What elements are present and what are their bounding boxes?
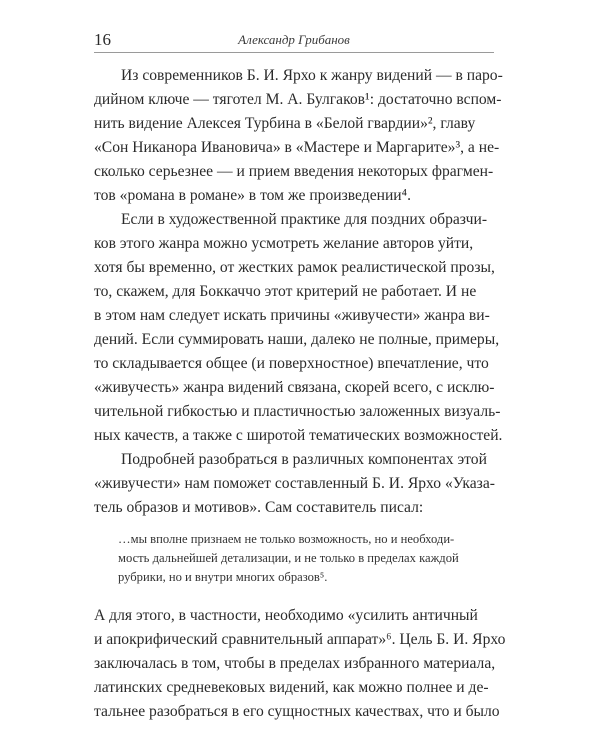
- text-line: Если в художественной практике для поздних образчи-: [121, 211, 488, 228]
- text-line: нить видение Алексея Турбина в «Белой гвардии»², главу: [94, 115, 476, 132]
- text-line: Из современников Б. И. Ярхо к жанру видений — в паро-: [121, 67, 503, 84]
- running-head: Александр Грибанов: [238, 32, 350, 47]
- text-line: тов «романа в романе» в том же произведении⁴.: [94, 187, 411, 204]
- page-header: [94, 30, 494, 53]
- text-line: то, скажем, для Боккаччо этот критерий не работает. И не: [94, 283, 477, 300]
- text-line: ков этого жанра можно усмотреть желание авторов уйти,: [94, 235, 474, 252]
- text-line: в этом нам следует искать причины «живучести» жанра ви-: [94, 307, 490, 324]
- text-line: хотя бы временно, от жестких рамок реалистической прозы,: [94, 259, 495, 276]
- text-line: заключалась в том, чтобы в пределах избранного материала,: [94, 655, 496, 672]
- text-line: и апокрифический сравнительный аппарат»⁶. Цель Б. И. Ярхо: [94, 631, 506, 648]
- text-line: дений. Если суммировать наши, далеко не полные, примеры,: [94, 331, 500, 348]
- text-line: тель образов и мотивов». Сам составитель писал:: [94, 499, 424, 516]
- quote-line: …мы вполне признаем не только возможность, но и необходи-: [118, 532, 455, 546]
- text-line: чительной гибкостью и пластичностью заложенных визуаль-: [94, 403, 501, 420]
- text-line: ных качеств, а также с широтой тематических возможностей.: [94, 427, 503, 444]
- text-line: «Сон Никанора Ивановича» в «Мастере и Маргарите»³, а не-: [94, 139, 500, 156]
- text-line: тальнее разобраться в его сущностных качествах, что и было: [94, 703, 500, 720]
- quote-line: мость дальнейшей детализации, и не только в пределах каждой: [118, 551, 459, 565]
- text-line: дийном ключе — тяготел М. А. Булгаков¹: достаточно вспом-: [94, 91, 502, 108]
- text-line: латинских средневековых видений, как можно полнее и де-: [94, 679, 489, 696]
- text-line: то складывается общее (и поверхностное) впечатление, что: [94, 355, 489, 372]
- text-line: сколько серьезнее — и прием введения некоторых фрагмен-: [94, 163, 494, 180]
- page-number: 16: [94, 30, 111, 49]
- quote-line: рубрики, но и внутри многих образов⁵.: [118, 570, 328, 584]
- text-line: Подробней разобраться в различных компонентах этой: [121, 451, 487, 468]
- text-line: «живучесть» жанра видений связана, скорей всего, с исклю-: [94, 379, 495, 396]
- text-line: «живучести» нам поможет составленный Б. И. Ярхо «Указа-: [94, 475, 495, 492]
- text-line: А для этого, в частности, необходимо «усилить античный: [94, 607, 478, 624]
